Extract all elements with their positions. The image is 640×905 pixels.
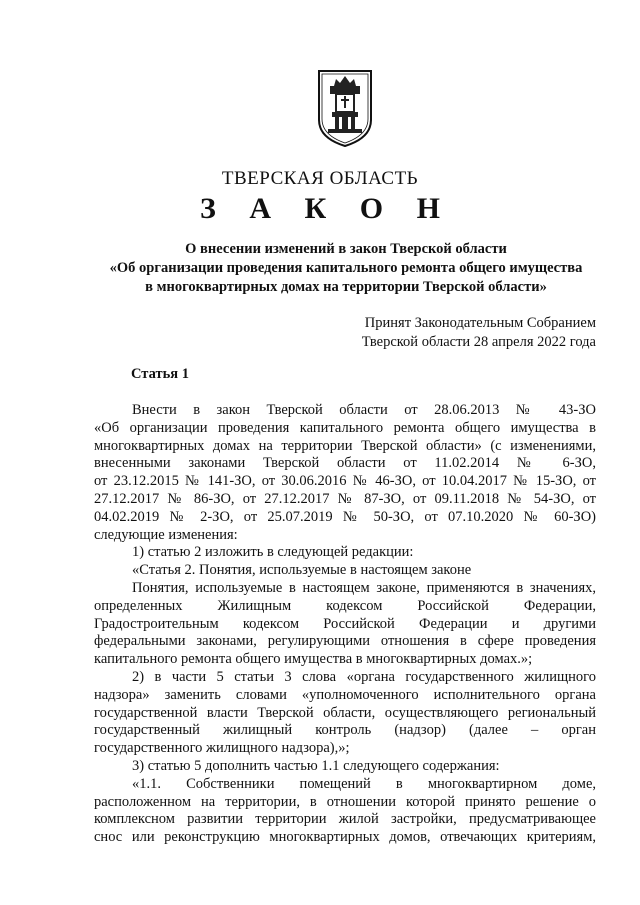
body-line: «Об организации проведения капитального ремонта общего имущества в: [94, 419, 596, 436]
body-line: определенных Жилищным кодексом Российской Федерации,: [94, 597, 596, 614]
body-line: государственной власти Тверской области, осуществляющего региональный: [94, 704, 596, 721]
body-line: «Статья 2. Понятия, используемые в настоящем законе: [132, 562, 472, 579]
body-line: от 23.12.2015 № 141-ЗО, от 30.06.2016 № 46-ЗО, от 10.04.2017 № 15-ЗО, от: [94, 473, 596, 490]
body-line: надзора» заменить словами «уполномоченного исполнительного органа: [94, 686, 596, 703]
adoption-line: Тверской области 28 апреля 2022 года: [361, 334, 596, 350]
body-line: следующие изменения:: [94, 526, 238, 543]
body-line: федеральными законами, регулирующими отношения в сфере проведения: [94, 633, 596, 650]
region-name: ТВЕРСКАЯ ОБЛАСТЬ: [221, 168, 419, 189]
body-line: многоквартирных домах на территории Тверской области» (с изменениями,: [94, 437, 596, 454]
adoption-line: Принят Законодательным Собранием: [364, 315, 596, 331]
title-line: в многоквартирных домах на территории Тверской области»: [145, 279, 547, 295]
coat-of-arms-icon: [316, 68, 374, 148]
title-line: О внесении изменений в закон Тверской области: [185, 241, 507, 257]
body-line: расположенном на территории, в отношении которой принято решение о: [94, 793, 596, 810]
body-line: 3) статью 5 дополнить частью 1.1 следующего содержания:: [132, 757, 500, 774]
body-line: 27.12.2017 № 86-ЗО, от 27.12.2017 № 87-ЗО, от 09.11.2018 № 54-ЗО, от: [94, 490, 596, 507]
body-line: 1) статью 2 изложить в следующей редакции:: [132, 544, 414, 561]
article-heading: Статья 1: [131, 366, 189, 382]
body-line: государственный жилищный контроль (надзор) (далее – орган: [94, 722, 596, 739]
body-line: комплексном развитии территории жилой застройки, предусматривающее: [94, 811, 596, 828]
body-line: 2) в части 5 статьи 3 слова «органа государственного жилищного: [132, 668, 596, 685]
body-line: «1.1. Собственники помещений в многоквартирном доме,: [132, 775, 596, 792]
body-line: снос или реконструкцию многоквартирных домов, отвечающих критериям,: [94, 829, 596, 846]
body-line: 04.02.2019 № 2-ЗО, от 25.07.2019 № 50-ЗО, от 07.10.2020 № 60-ЗО): [94, 508, 596, 525]
law-title: [96, 240, 596, 297]
body-line: Внести в закон Тверской области от 28.06.2013 № 43-ЗО: [132, 402, 596, 418]
body-line: государственного жилищного надзора),»;: [94, 740, 350, 757]
body-line: Градостроительным кодексом Российской Федерации и другими: [94, 615, 596, 632]
adoption-note: [362, 314, 596, 352]
body-line: капитального ремонта общего имущества в многоквартирных домах.»;: [94, 651, 533, 668]
document-type: З А К О Н: [200, 192, 453, 225]
body-line: внесенными законами Тверской области от 11.02.2014 № 6-ЗО,: [94, 455, 596, 472]
article-body: [94, 402, 596, 847]
body-line: Понятия, используемые в настоящем законе, применяются в значениях,: [132, 579, 596, 596]
title-line: «Об организации проведения капитального ремонта общего имущества: [109, 260, 583, 276]
